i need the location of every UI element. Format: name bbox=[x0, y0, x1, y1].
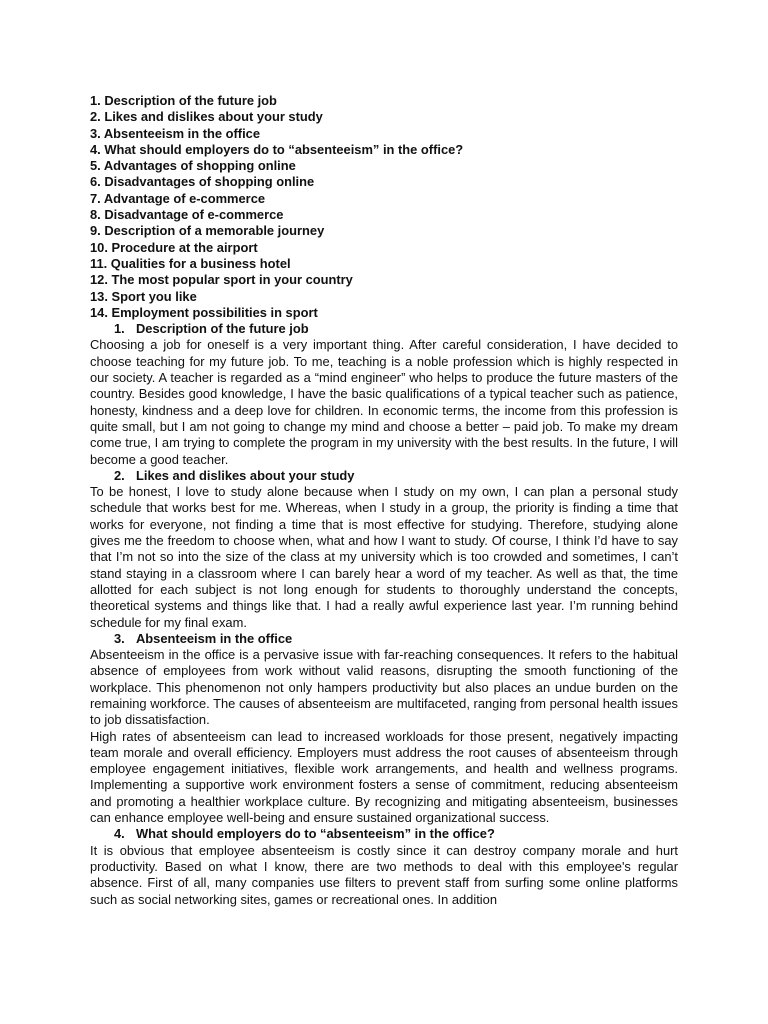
toc-item: 5. Advantages of shopping online bbox=[90, 158, 296, 174]
section-future-job bbox=[90, 321, 678, 468]
toc-item: 3. Absenteeism in the office bbox=[90, 125, 261, 141]
toc-item: 7. Advantage of e-commerce bbox=[90, 190, 266, 206]
section-heading bbox=[90, 826, 678, 842]
section-paragraph: High rates of absenteeism can lead to increased workloads for those present, negatively impacting team morale and overall efficiency. Employers must address the root causes of absenteeism through employee engagement initiatives, flexible work arrangements, and health and wellness programs. Implementing a supportive work environment fosters a sense of commitment, reducing absenteeism and promoting a healthier workplace culture. By recognizing and mitigating absenteeism, businesses can enhance employee well-being and ensure sustained organizational success. bbox=[90, 728, 678, 826]
section-number: 3. bbox=[114, 630, 125, 646]
section-number: 4. bbox=[114, 826, 125, 842]
toc-item: 4. What should employers do to “absenteeism” in the office? bbox=[90, 141, 464, 157]
toc-item: 13. Sport you like bbox=[90, 288, 197, 304]
toc-item: 14. Employment possibilities in sport bbox=[90, 304, 318, 320]
toc-item: 1. Description of the future job bbox=[90, 93, 277, 108]
section-number: 2. bbox=[114, 467, 125, 483]
section-heading bbox=[90, 631, 678, 647]
toc-item: 12. The most popular sport in your country bbox=[90, 272, 353, 288]
toc-item: 9. Description of a memorable journey bbox=[90, 223, 325, 239]
section-paragraph: It is obvious that employee absenteeism is costly since it can destroy company morale and hurt productivity. Based on what I know, there are two methods to deal with this employee's regular absence. First of all, many companies use filters to prevent staff from surfing some online platforms such as social networking sites, games or recreational ones. In addition bbox=[90, 842, 678, 907]
table-of-contents bbox=[90, 93, 678, 321]
section-paragraph: Absenteeism in the office is a pervasive issue with far-reaching consequences. It refers to the habitual absence of employees from work without valid reasons, disrupting the smooth functioning of the workplace. This phenomenon not only hampers productivity but also places an undue burden on the remaining workforce. The causes of absenteeism are multifaceted, ranging from personal health issues to job dissatisfaction. bbox=[90, 647, 678, 728]
section-heading bbox=[90, 468, 678, 484]
section-absenteeism bbox=[90, 631, 678, 827]
section-title: Likes and dislikes about your study bbox=[136, 467, 355, 483]
section-paragraph: Choosing a job for oneself is a very important thing. After careful consideration, I have decided to choose teaching for my future job. To me, teaching is a noble profession which is highly respected in our society. A teacher is regarded as a “mind engineer” who helps to produce the future masters of the country. Besides good knowledge, I have the basic qualifications of a typical teacher such as patience, honesty, kindness and a deep love for children. In economic terms, the income from this profession is quite small, but I am not going to change my mind and choose a better – paid job. To make my dream come true, I am trying to complete the program in my university with the best results. In the future, I will become a good teacher. bbox=[90, 337, 678, 467]
section-number: 1. bbox=[114, 321, 125, 337]
section-paragraph: To be honest, I love to study alone because when I study on my own, I can plan a personal study schedule that works best for me. Whereas, when I study in a group, the priority is finding a time that works for everyone, not finding a time that is most effective for studying. Therefore, studying alone gives me the freedom to choose when, what and how I want to study. Of course, I think I’d have to say that I’m not so into the size of the class at my university which is too crowded and sometimes, I can’t stand staying in a classroom where I can barely hear a word of my teacher. As well as that, the time allotted for each subject is not long enough for students to thoroughly understand the concepts, theoretical systems and things like that. I had a really awful experience last year. I’m running behind schedule for my final exam. bbox=[90, 484, 678, 630]
section-title: What should employers do to “absenteeism” in the office? bbox=[136, 826, 495, 842]
section-heading bbox=[90, 321, 678, 337]
section-likes-dislikes bbox=[90, 468, 678, 631]
toc-item: 11. Qualities for a business hotel bbox=[90, 255, 291, 271]
document-page bbox=[90, 93, 678, 908]
section-title: Absenteeism in the office bbox=[136, 630, 293, 646]
toc-item: 8. Disadvantage of e-commerce bbox=[90, 207, 284, 223]
section-title: Description of the future job bbox=[136, 321, 309, 337]
section-employers-absenteeism bbox=[90, 826, 678, 907]
toc-item: 10. Procedure at the airport bbox=[90, 239, 258, 255]
toc-item: 2. Likes and dislikes about your study bbox=[90, 109, 323, 125]
toc-item: 6. Disadvantages of shopping online bbox=[90, 174, 315, 190]
